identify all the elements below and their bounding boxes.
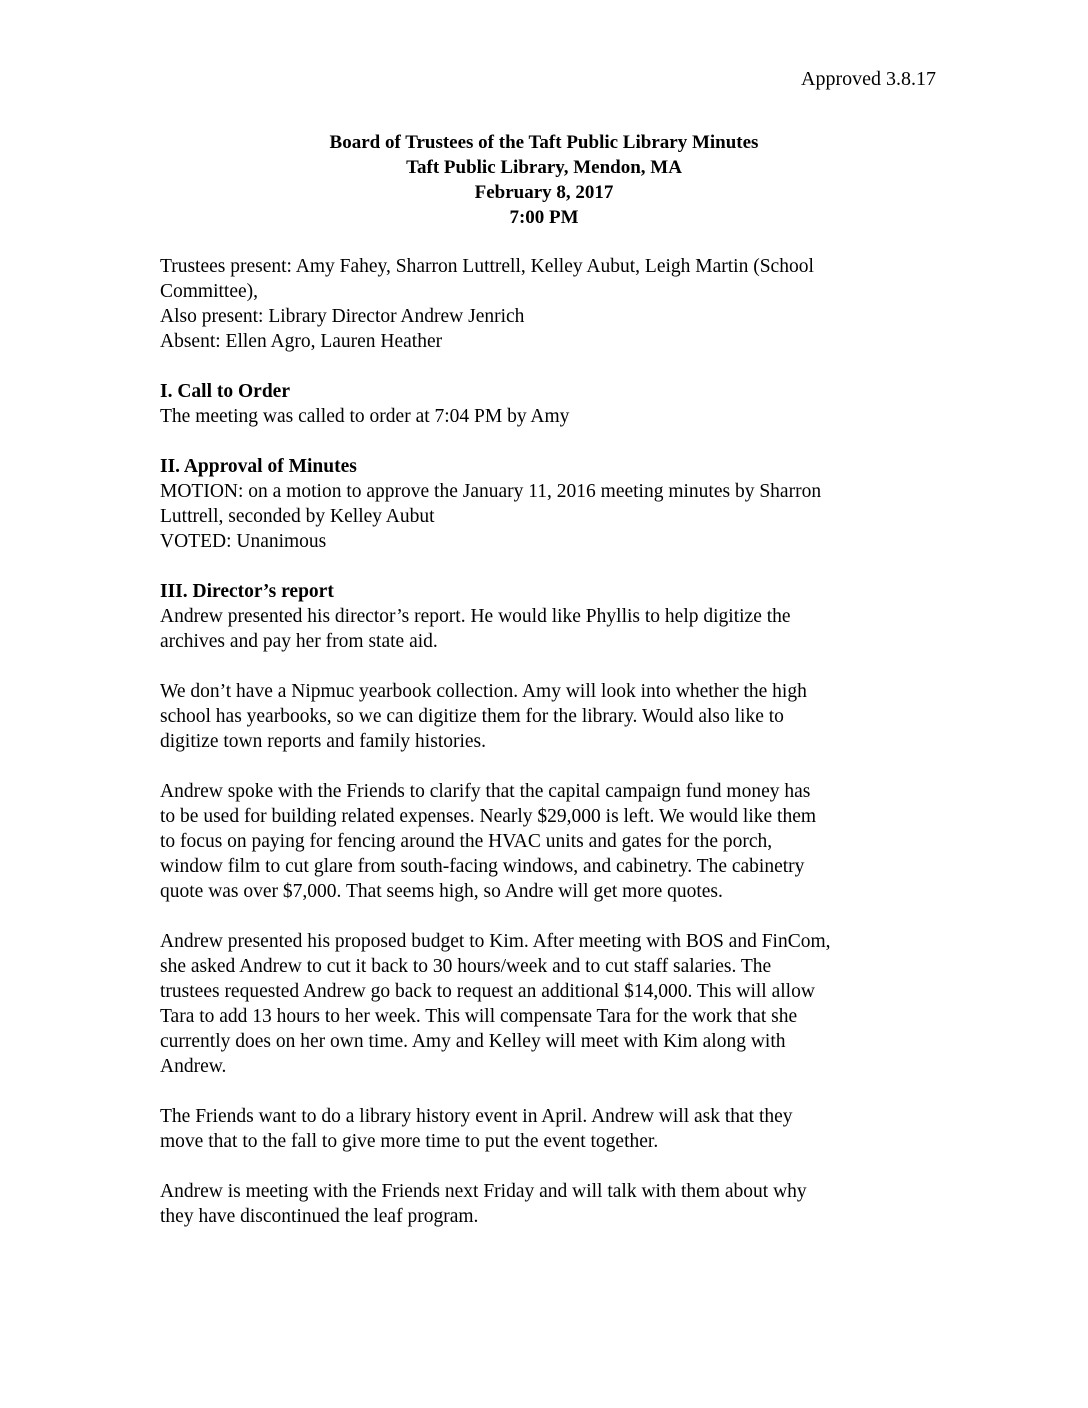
minutes-body	[160, 254, 930, 1229]
trustees-present-cont: Committee),	[160, 281, 259, 302]
motion-text-cont: Luttrell, seconded by Kelley Aubut	[160, 506, 435, 527]
paragraph-line: to be used for building related expenses. Nearly $29,000 is left. We would like them	[160, 806, 817, 827]
document-title	[0, 130, 1088, 230]
section-heading: II. Approval of Minutes	[160, 456, 357, 477]
directors-report-section	[160, 579, 930, 1229]
motion-text: MOTION: on a motion to approve the January 11, 2016 meeting minutes by Sharron	[160, 481, 822, 502]
paragraph-line: archives and pay her from state aid.	[160, 631, 438, 652]
section-heading: III. Director’s report	[160, 581, 334, 602]
approval-section	[160, 454, 930, 554]
attendance-section	[160, 254, 930, 354]
paragraph-line: to focus on paying for fencing around the HVAC units and gates for the porch,	[160, 831, 773, 852]
paragraph	[160, 679, 930, 754]
paragraph-line: Tara to add 13 hours to her week. This will compensate Tara for the work that she	[160, 1006, 798, 1027]
absent: Absent: Ellen Agro, Lauren Heather	[160, 331, 443, 352]
paragraph-line: she asked Andrew to cut it back to 30 hours/week and to cut staff salaries. The	[160, 956, 772, 977]
section-text: The meeting was called to order at 7:04 PM by Amy	[160, 406, 570, 427]
paragraph-line: The Friends want to do a library history event in April. Andrew will ask that they	[160, 1106, 793, 1127]
title-line: Board of Trustees of the Taft Public Library Minutes	[329, 132, 759, 153]
paragraph	[160, 1179, 930, 1229]
paragraph-line: Andrew is meeting with the Friends next Friday and will talk with them about why	[160, 1181, 807, 1202]
trustees-present: Trustees present: Amy Fahey, Sharron Luttrell, Kelley Aubut, Leigh Martin (School	[160, 256, 814, 277]
paragraph-line: digitize town reports and family histories.	[160, 731, 487, 752]
paragraph-line: currently does on her own time. Amy and Kelley will meet with Kim along with	[160, 1031, 786, 1052]
paragraph-line: school has yearbooks, so we can digitize them for the library. Would also like to	[160, 706, 784, 727]
paragraph-line: they have discontinued the leaf program.	[160, 1206, 479, 1227]
section-heading: I. Call to Order	[160, 381, 290, 402]
paragraph-line: window film to cut glare from south-facing windows, and cabinetry. The cabinetry	[160, 856, 805, 877]
paragraph	[160, 929, 930, 1079]
paragraph-line: Andrew.	[160, 1056, 227, 1077]
paragraph-line: quote was over $7,000. That seems high, so Andre will get more quotes.	[160, 881, 723, 902]
title-date: February 8, 2017	[474, 182, 614, 203]
paragraph	[160, 1104, 930, 1154]
title-location: Taft Public Library, Mendon, MA	[406, 157, 682, 178]
paragraph	[160, 604, 930, 654]
title-time: 7:00 PM	[509, 207, 579, 228]
also-present: Also present: Library Director Andrew Jenrich	[160, 306, 525, 327]
paragraph-line: Andrew presented his proposed budget to Kim. After meeting with BOS and FinCom,	[160, 931, 831, 952]
paragraph-line: Andrew spoke with the Friends to clarify that the capital campaign fund money has	[160, 781, 811, 802]
vote-result: VOTED: Unanimous	[160, 531, 327, 552]
paragraph-line: We don’t have a Nipmuc yearbook collection. Amy will look into whether the high	[160, 681, 807, 702]
paragraph-line: trustees requested Andrew go back to request an additional $14,000. This will allow	[160, 981, 815, 1002]
paragraph	[160, 779, 930, 904]
call-to-order-section	[160, 379, 930, 429]
paragraph-line: Andrew presented his director’s report. He would like Phyllis to help digitize the	[160, 606, 791, 627]
paragraph-line: move that to the fall to give more time to put the event together.	[160, 1131, 659, 1152]
approval-stamp-text: Approved 3.8.17	[801, 68, 936, 90]
